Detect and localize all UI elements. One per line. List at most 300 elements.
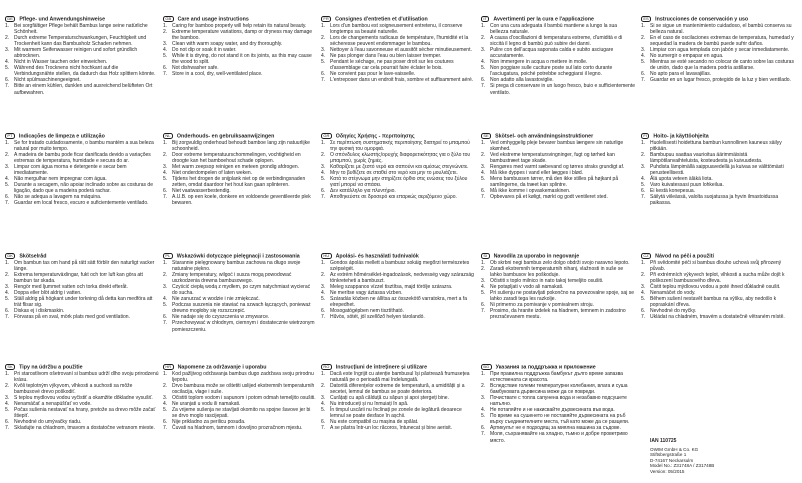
list-item-number: 4. xyxy=(321,290,326,297)
list-item-text: Si se sigue un mantenimiento cuidadoso, el bambú conserva su belleza natural. xyxy=(650,23,792,36)
list-item xyxy=(163,152,317,164)
list-item xyxy=(5,296,159,308)
section-es xyxy=(641,16,795,83)
list-item-number: 6. xyxy=(481,425,486,432)
list-item-text: Bitte an einem kühlen, dunklen und ausreichend belüfteten Ort aufbewahren. xyxy=(14,83,153,96)
section-hr xyxy=(163,364,317,431)
list-item-number: 1. xyxy=(321,260,326,266)
list-item xyxy=(5,407,159,419)
list-item-text: Curățați cu apă călduță cu săpun și apoi ștergeți bine. xyxy=(330,395,449,402)
list-item-text: Nu introduceți și nu înmuiați în apă. xyxy=(330,401,409,408)
list-item-number: 1. xyxy=(641,23,646,29)
list-item-number: 7. xyxy=(481,83,486,90)
list-item xyxy=(321,407,475,419)
list-item-text: Não se adequa a lavagem na máquina. xyxy=(14,194,102,201)
list-item-text: Non poggiare sulle cuciture poste sul lato corto durante l'asciugatura, poiché potrebbe scheggiarsi il legno. xyxy=(490,65,613,78)
list-item-text: Si prega di conservare in un luogo fresco, buio e sufficientemente ventilato. xyxy=(490,83,635,96)
list-item-number: 3. xyxy=(163,41,168,48)
list-item-text: Za vrijeme sušenja ne stavljati okomito na spojne šavove jer bi se drvo moglo rascijepati. xyxy=(172,407,311,420)
section-title-text: Avvertimenti per la cura e l'applicazione xyxy=(493,16,594,23)
list-item-text: Pulire con dell'acqua saponata calda e subito asciugare accuratamente. xyxy=(490,47,614,60)
section-title xyxy=(5,253,159,260)
list-item xyxy=(641,140,795,152)
list-item-number: 7. xyxy=(163,320,168,327)
list-item-text: Αποθηκεύστε σε δροσερό και επαρκώς αεριζόμενο χώρο. xyxy=(330,194,457,201)
list-item-text: Az extrém hőmérséklet-ingadozások, nedvesség vagy szárazság tönkreteheti a bambuszt. xyxy=(330,272,474,285)
list-item-number: 7. xyxy=(5,425,10,432)
list-item xyxy=(321,77,475,83)
list-item-number: 6. xyxy=(163,314,168,321)
list-item xyxy=(5,260,159,272)
list-item-number: 1. xyxy=(481,23,486,29)
instruction-list xyxy=(321,23,475,83)
instruction-list xyxy=(5,371,159,431)
list-item-number: 1. xyxy=(163,23,168,29)
list-item-number: 6. xyxy=(163,65,168,72)
language-code-badge: HR xyxy=(163,364,174,370)
section-title-text: Indicações de limpeza e utilização xyxy=(18,133,105,140)
company-name: OWIM GmbH & Co. KG xyxy=(650,446,699,452)
section-title xyxy=(163,16,317,23)
section-title xyxy=(481,253,635,260)
model-number: Model No.: Z31748A / Z31748B xyxy=(650,463,715,469)
list-item xyxy=(321,383,475,395)
instruction-list xyxy=(321,371,475,431)
list-item-text: Očistiti toplom vodom i sapunom i potom odmah temeljito osušiti. xyxy=(172,395,316,402)
instruction-list xyxy=(163,140,317,207)
list-item-number: 5. xyxy=(5,407,10,414)
version: Version: 05/2015 xyxy=(650,468,685,474)
list-item-number: 1. xyxy=(641,140,646,146)
list-item-text: Not dishwasher safe. xyxy=(172,65,219,72)
language-code-badge: GB xyxy=(163,16,174,22)
list-item xyxy=(481,371,635,383)
section-title-text: Návod na péči a použití xyxy=(655,253,714,260)
section-title xyxy=(481,133,635,140)
section-title-text: Wskazówki dotyczące pielęgnacji i zastosowania xyxy=(176,253,300,260)
list-item-number: 6. xyxy=(5,308,10,315)
list-item xyxy=(5,152,159,164)
list-item xyxy=(481,83,635,95)
imprint xyxy=(650,439,800,475)
list-item xyxy=(321,35,475,47)
list-item-text: Datorită diferențelor extreme de temperatură, a umidității și a secetei, lemnul de bambus se poate deteriora. xyxy=(330,383,465,396)
list-item xyxy=(321,140,475,152)
list-item-number: 7. xyxy=(481,194,486,201)
list-item-text: Při extrémních výkyvech teplot, vlhkosti a sucha může dojít k poškození bambusového dřeva. xyxy=(650,272,785,285)
list-item-text: Extreme temperature variations, damp or dryness may damage the bamboo. xyxy=(172,29,313,42)
list-item-number: 4. xyxy=(5,59,10,66)
list-item xyxy=(163,29,317,41)
instruction-list xyxy=(5,23,159,96)
list-item-number: 1. xyxy=(5,140,10,146)
section-fr xyxy=(321,16,475,83)
list-item xyxy=(5,23,159,35)
list-item-text: Guardar en un lugar fresco, protegido de la luz y bien ventilado. xyxy=(650,77,791,84)
list-item-text: Durante a secagem, não apoiar inclinado sobre as costuras de ligação, dado que a madeira poderá rachar. xyxy=(14,182,153,195)
list-item-number: 3. xyxy=(641,47,646,54)
list-item-text: Ukládat na chladném, tmavém a dostatečně větraném místě. xyxy=(650,314,785,321)
section-title-text: Tipy na údržbu a použitie xyxy=(19,364,83,371)
section-title xyxy=(481,16,635,23)
list-item-text: Caring for bamboo properly will help retain its natural beauty. xyxy=(172,23,307,29)
list-item-text: Nettoyer à l'eau savonneuse et aussitôt sécher minutieusement. xyxy=(330,47,472,54)
section-gr xyxy=(321,133,475,200)
list-item-number: 5. xyxy=(641,296,646,303)
instruction-list xyxy=(641,23,795,83)
list-item-number: 1. xyxy=(481,371,486,377)
list-item-text: Čuvati na hladnom, tamnom i dovoljno prozračnom mjestu. xyxy=(172,425,303,432)
list-item-number: 7. xyxy=(163,194,168,201)
list-item-text: Mosogatógépben nem tisztítható. xyxy=(330,308,404,315)
list-item-text: Czyścić ciepłą wodą z mydłem, po czym natychmiast wycierać do sucha. xyxy=(172,284,311,297)
list-item xyxy=(481,290,635,302)
list-item-text: No apto para el lavavajillas. xyxy=(650,71,712,78)
list-item xyxy=(163,383,317,395)
list-item-number: 3. xyxy=(321,395,326,402)
list-item-number: 2. xyxy=(321,383,326,390)
list-item-number: 2. xyxy=(5,272,10,279)
list-item-text: Drvo bambusa može se oštetiti uslijed ekstremnih temperaturnih oscilacija, vlage i suše. xyxy=(172,383,315,396)
list-item-number: 3. xyxy=(481,164,486,171)
list-item xyxy=(321,296,475,308)
list-item-text: Καθαρίζετε με ζεστό νερό και σαπούνι και αμέσως στεγνώνετε. xyxy=(330,164,469,171)
list-item-text: Não mergulhar nem impregnar com água. xyxy=(14,176,107,183)
list-item-text: L'entreposer dans un endroit frais, sombre et suffisamment aéré. xyxy=(330,77,474,84)
list-item-text: Počas sušenia nestavať na hrany, pretože sa drevo môže začať štiepiť. xyxy=(14,407,156,420)
list-item-text: Ved ekstreme temperatursvingninger, fugt og tørhed kan bambustræet tage skade. xyxy=(490,152,615,165)
list-item-number: 2. xyxy=(641,152,646,159)
list-item-text: Om bambun tas om hand på rätt sätt förblir den naturligt vacker länge. xyxy=(14,260,155,273)
language-code-badge: HU xyxy=(321,253,332,259)
list-item-number: 3. xyxy=(481,278,486,285)
list-item-text: Gondos ápolás mellett a bambusz sokáig megőrzi természetes szépségét. xyxy=(330,260,470,273)
list-item-number: 4. xyxy=(5,176,10,183)
list-item-text: Почиствате с топла сапунена вода и незабавно подсушете напълно. xyxy=(490,395,627,408)
list-item-text: Rengör med ljummet vatten och torka direkt efteråt. xyxy=(14,284,128,291)
section-title xyxy=(163,364,317,371)
language-code-badge: IT xyxy=(481,16,489,22)
section-title-text: Ápolási- és használati tudnivalók xyxy=(335,253,419,260)
section-bg xyxy=(481,364,635,444)
section-title-text: Pflege- und Anwendungshinweise xyxy=(19,16,106,23)
list-item xyxy=(163,53,317,65)
language-code-badge: DE xyxy=(5,16,15,22)
list-item xyxy=(641,23,795,35)
list-item xyxy=(163,71,317,77)
list-item-text: Nu este compatibil cu mașina de spălat. xyxy=(330,419,419,426)
list-item-number: 3. xyxy=(321,47,326,54)
list-item xyxy=(163,260,317,272)
list-item xyxy=(163,302,317,314)
list-item-number: 4. xyxy=(321,401,326,408)
list-item-text: Limpiar con agua templada con jabón y secar inmediatamente. xyxy=(650,47,790,54)
list-item-number: 7. xyxy=(163,71,168,78)
list-item-number: 1. xyxy=(641,260,646,266)
section-title-text: Consignes d'entretien et d'utilisation xyxy=(335,16,428,23)
list-item-text: Extrema temperaturväxlingar, fukt och torr luft kan göra att bambun tar skada. xyxy=(14,272,143,285)
list-item-text: Nie nadaje się do czyszczenia w zmywarce. xyxy=(172,314,270,321)
list-item-number: 3. xyxy=(481,395,486,402)
section-pt xyxy=(5,133,159,207)
list-item-number: 6. xyxy=(163,188,168,195)
company-city: D-74167 Neckarsulm xyxy=(650,457,694,463)
list-item-text: Se for tratado cuidadosamente, o bambu mantém a sua beleza natural por muito tempo. xyxy=(14,140,154,153)
instruction-list xyxy=(641,140,795,207)
list-item-text: Lors de changements radicaux de température, l'humidité et la sécheresse peuvent endommager le bambou. xyxy=(330,35,469,48)
list-item-number: 2. xyxy=(321,35,326,42)
list-item-number: 7. xyxy=(321,77,326,84)
list-item-text: Hűvös, sötét, jól szellőző helyen tárolandó. xyxy=(330,314,425,321)
list-item-text: Nije prikladno za perilicu posuđa. xyxy=(172,419,246,426)
section-title-text: Care and usage instructions xyxy=(177,16,249,23)
list-item-text: При правилна поддръжка бамбукът дълго време запазва естествената си красота. xyxy=(490,371,623,384)
section-title xyxy=(321,253,475,260)
list-item-number: 7. xyxy=(5,83,10,90)
list-item xyxy=(481,395,635,407)
section-title-text: Instrucțiuni de întreținere și utilizare xyxy=(335,364,428,371)
list-item xyxy=(481,35,635,47)
section-de xyxy=(5,16,159,96)
list-item xyxy=(481,308,635,320)
list-item-number: 7. xyxy=(481,308,486,315)
list-item-number: 5. xyxy=(321,176,326,183)
list-item-text: Ställ aldrig på högkant under torkning då detta kan medföra att trät flisar sig. xyxy=(14,296,153,309)
list-item xyxy=(321,194,475,200)
list-item-text: Nicht in Wasser tauchen oder einweichen. xyxy=(14,59,108,66)
section-title xyxy=(321,133,475,140)
list-item xyxy=(481,194,635,200)
list-item-number: 6. xyxy=(641,308,646,315)
list-item-number: 7. xyxy=(5,200,10,207)
section-title xyxy=(163,133,317,140)
list-item-number: 5. xyxy=(163,176,168,183)
list-item-text: Вследствие големи температурни колебания, влага и суша бамбуковата дървесина може да се повреди. xyxy=(490,383,628,396)
list-item xyxy=(481,23,635,35)
list-item-text: Μην το βυθίζετε σε σταθεί στο νερό και μην το μουλιάζετε. xyxy=(330,170,458,177)
list-item-number: 1. xyxy=(481,260,486,266)
list-item-text: A madeira de bambu pode ficar danificada devido a variações extremas de temperatura, humidade e secura do ar. xyxy=(14,152,151,165)
section-si xyxy=(481,253,635,320)
list-item-number: 1. xyxy=(163,260,168,266)
list-item-number: 1. xyxy=(163,140,168,146)
section-title xyxy=(321,16,475,23)
list-item-text: Při svědomité péči si bambus dlouho uchová svůj přirozený půvab. xyxy=(650,260,782,273)
list-item-text: Kod pažljivog održavanja bambus dugo zadržava svoju prirodnu ljepotu. xyxy=(172,371,314,384)
list-item-number: 4. xyxy=(641,176,646,183)
list-item-text: Opbevares på et køligt, mørkt og godt ventileret sted. xyxy=(490,194,608,201)
list-item-number: 7. xyxy=(641,194,646,201)
list-item-number: 1. xyxy=(321,140,326,146)
section-title xyxy=(5,133,159,140)
list-item-text: Čistit teplou mýdlovou vodou a poté ihned důkladně osušit. xyxy=(650,284,781,291)
language-code-badge: SK xyxy=(5,364,15,370)
list-item-number: 6. xyxy=(641,188,646,195)
list-item-number: 2. xyxy=(5,383,10,390)
list-item-text: A causa d'oscillazioni di temperatura estreme, d'umidità e di siccità il legno di bambù può subire dei danni. xyxy=(490,35,623,48)
list-item xyxy=(321,152,475,164)
list-item-number: 2. xyxy=(5,35,10,42)
list-item-number: 6. xyxy=(481,188,486,195)
list-item xyxy=(481,266,635,278)
section-title xyxy=(641,16,795,23)
list-item-text: Ved omhyggelig pleje bevarer bambus længere sin naturlige skønhed. xyxy=(490,140,624,153)
instruction-list xyxy=(163,23,317,77)
section-title-text: Указания за поддръжка и приложение xyxy=(495,364,596,371)
list-item-text: Während des Trocknens nicht hochkant auf die Verbindungsnähte stellen, da dadurch das Holz splittern könnte. xyxy=(14,65,156,78)
list-item-text: Con una cura adeguata il bambù mantiene a lungo la sua bellezza naturale. xyxy=(490,23,618,36)
list-item-number: 3. xyxy=(5,47,10,54)
list-item-number: 6. xyxy=(641,71,646,78)
list-item-number: 5. xyxy=(5,296,10,303)
list-item xyxy=(481,413,635,425)
list-item-number: 2. xyxy=(163,152,168,159)
list-item-number: 3. xyxy=(5,284,10,291)
list-item-number: 4. xyxy=(481,170,486,177)
list-item xyxy=(321,314,475,320)
list-item-text: No sumergir o empapar en agua. xyxy=(650,53,724,60)
list-item-text: Očistiti s toplo milnico in nato takoj temeljito osušiti. xyxy=(490,278,604,285)
list-item-number: 4. xyxy=(5,401,10,408)
section-dk xyxy=(5,253,159,320)
section-title-text: Skötselråd xyxy=(19,253,47,260)
list-item xyxy=(321,371,475,383)
list-item-text: Zmiany temperatury, wilgoć i susza mogą powodować uszkodzenia drewna bambusowego. xyxy=(172,272,292,285)
list-item xyxy=(5,35,159,47)
list-item-text: Během sušení nestavět bambus na výšku, aby nedošlo k popraskání dřeva. xyxy=(650,296,777,309)
list-item-number: 4. xyxy=(481,59,486,66)
list-item-text: Förvaras på en sval, mörk plats med god ventilation. xyxy=(14,314,130,321)
list-item-number: 3. xyxy=(5,164,10,171)
list-item-text: A.U.B. op een koele, donkere en voldoende geventileerde plek bewaren. xyxy=(172,194,311,207)
list-item-text: Kvôli teplotným výkyvom, vlhkosti a suchosti sa môže bambusové drevo poškodiť. xyxy=(14,383,133,396)
list-item-number: 7. xyxy=(641,314,646,321)
list-item-number: 1. xyxy=(481,140,486,146)
list-item-text: Lors d'un bambou est soigneusement entretenu, il conserve longtemps sa beauté naturelle. xyxy=(330,23,463,36)
list-item-number: 5. xyxy=(5,65,10,72)
list-item xyxy=(641,152,795,164)
list-item xyxy=(5,425,159,431)
list-item-text: Limpar com água morna e detergente e secar bem imediatamente. xyxy=(14,164,127,177)
list-item-text: Starannie pielęgnowany bambus zachowa na długo swoje naturalne piękno. xyxy=(172,260,301,273)
instruction-list xyxy=(321,260,475,320)
list-item-text: Σε περίπτωση συστηματικής περιποίησης διατηρεί το μπαμπού την φυσική του ομορφιά. xyxy=(330,140,470,153)
list-item xyxy=(163,371,317,383)
list-item xyxy=(481,431,635,443)
list-item-text: Nevhodné do myčky. xyxy=(650,308,697,315)
list-item-number: 6. xyxy=(321,419,326,426)
list-item xyxy=(163,272,317,284)
list-item-number: 3. xyxy=(321,284,326,291)
list-item xyxy=(321,59,475,71)
list-item-number: 1. xyxy=(163,371,168,377)
list-item xyxy=(321,272,475,284)
language-code-badge: SE xyxy=(481,133,491,139)
list-item-text: Ni primerno za pomivanje v pomivalnem stroju. xyxy=(490,302,594,309)
section-title-text: Instrucciones de conservación y uso xyxy=(655,16,749,23)
list-item-number: 4. xyxy=(163,170,168,177)
list-item-number: 4. xyxy=(481,284,486,291)
list-item-text: Store in a cool, dry, well-ventilated place. xyxy=(172,71,263,78)
list-item-text: S teplou mydlovou vodou vyčistiť a okamžite dôkladne vysušiť. xyxy=(14,395,153,402)
list-item xyxy=(641,260,795,272)
list-item-text: Diskas ej i diskmaskin. xyxy=(14,308,65,315)
list-item-number: 5. xyxy=(321,296,326,303)
list-item-text: Met warm zeepsop reinigen en meteen grondig afdrogen. xyxy=(172,164,300,171)
list-item-text: Pri starostlivom ošetrovaní si bambus udrží dlho svoju prirodzenú krásu. xyxy=(14,371,159,384)
section-sk xyxy=(5,364,159,431)
list-item-number: 2. xyxy=(481,266,486,273)
language-code-badge: NL xyxy=(163,133,173,139)
list-item-text: Моля, съхранявайте на хладно, тъмно и добре проветриво място. xyxy=(490,431,628,444)
list-item-number: 6. xyxy=(5,194,10,201)
list-item-text: Doppa eller blöt aldrig i vatten. xyxy=(14,290,82,297)
list-item xyxy=(481,152,635,164)
list-item xyxy=(163,284,317,296)
list-item-number: 3. xyxy=(641,284,646,291)
list-item xyxy=(5,83,159,95)
list-item-text: Ο σπόνδυλος κλωστής/ορυχής διαφορετικότητας για ο ξύλο του μπαμπού, χωρίς ζημιές. xyxy=(330,152,471,165)
list-item-text: Prosimo, da hranite izdelek na hladnem, temnem in zadostno prezračevanem mestu. xyxy=(490,308,626,321)
list-item-text: Артикулът не е подходящ за миялна машина за съдове. xyxy=(490,425,621,432)
list-item-number: 4. xyxy=(641,290,646,297)
list-item xyxy=(321,23,475,35)
section-title xyxy=(481,364,635,371)
section-title-text: Onderhouds- en gebruiksaanwijzingen xyxy=(176,133,275,140)
instruction-list xyxy=(163,260,317,333)
list-item xyxy=(481,176,635,188)
list-item-text: Ei kestä konepesua. xyxy=(650,188,696,195)
language-code-badge: SI xyxy=(481,253,490,259)
list-item xyxy=(5,164,159,176)
section-title-text: Οδηγίες Χρήσης - περιποίησης xyxy=(335,133,415,140)
list-item-text: Bei sorgfältiger Pflege behält Bambus lange seine natürliche Schönheit. xyxy=(14,23,148,36)
list-item-text: Не потапяйте и не накисвайте дървесината във вода. xyxy=(490,407,615,414)
list-item xyxy=(641,59,795,71)
list-item-text: Száradás közben ne állítsa az összekötő varratokra, mert a fa elrepedhet. xyxy=(330,296,468,309)
list-item-number: 6. xyxy=(321,308,326,315)
list-item-text: Nie zanurzać w wodzie i nie zmiękczać. xyxy=(172,296,260,303)
section-title xyxy=(5,364,159,371)
list-item xyxy=(481,65,635,77)
list-item-number: 5. xyxy=(163,407,168,414)
list-item-text: Tijdens het drogen de snijplank niet op de verbindingsnaden zetten, omdat daardoor het hout kan gaan splinteren. xyxy=(172,176,306,189)
list-item xyxy=(5,272,159,284)
list-item-number: 3. xyxy=(163,395,168,402)
list-item-text: Przechowywać w chłodnym, ciemnym i dostatecznie wietrzonym pomieszczeniu. xyxy=(172,320,315,333)
list-item-number: 5. xyxy=(163,302,168,309)
instruction-list xyxy=(481,371,635,444)
list-item-text: Skladujte na chladnom, tmavom a dostatočne vetranom mieste. xyxy=(14,425,155,432)
list-item-number: 1. xyxy=(5,23,10,29)
list-item xyxy=(5,200,159,206)
list-item-text: Ne pas plonger dans l'eau ou bien laisser tremper. xyxy=(330,53,442,60)
list-item-number: 2. xyxy=(481,152,486,159)
list-item-number: 4. xyxy=(641,53,646,60)
section-gb xyxy=(163,16,317,77)
list-item-text: În timpul uscării nu înclinați pe zonele de legătură deoarece lemnul se poate desface în așchii. xyxy=(330,407,462,420)
list-item xyxy=(641,272,795,284)
language-code-badge: FR xyxy=(321,16,331,22)
section-title-text: Napomene za održavanje i uporabu xyxy=(177,364,267,371)
list-item-number: 4. xyxy=(321,170,326,177)
section-ro xyxy=(321,364,475,431)
list-item-number: 7. xyxy=(641,77,646,84)
list-item-number: 6. xyxy=(321,188,326,195)
list-item-text: По време на сушенето не поставяйте дървесината на ръб върху съединителните места, тъй като може да се разцепи. xyxy=(490,413,630,426)
list-item-text: Guardar em local fresco, escuro e suficientemente ventilado. xyxy=(14,200,149,207)
list-item-number: 3. xyxy=(163,284,168,291)
